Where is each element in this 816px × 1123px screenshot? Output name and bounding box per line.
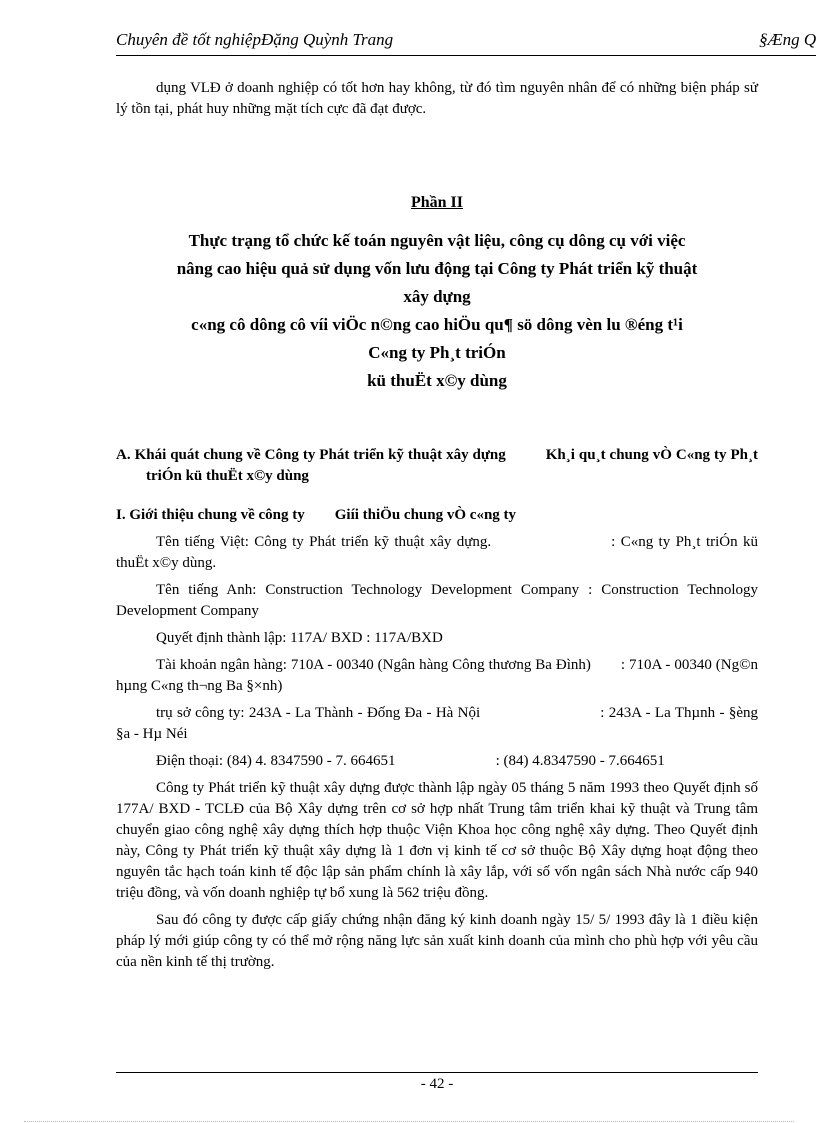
section-a-heading: [116, 445, 758, 487]
title-line: kü thuËt x©y dùng: [367, 371, 507, 390]
section-i-text: I. Giới thiệu chung về công ty: [116, 507, 305, 523]
section-a-alt: Kh¸i qu¸t chung vÒ C«ng ty Ph¸t triÓn kü thuËt x©y dùng: [146, 447, 758, 484]
title-line: c«ng cô dông cô víi viÖc n©ng cao hiÖu qu¶ sö dông vèn lu ®éng t¹i: [191, 315, 683, 334]
title-line: C«ng ty Ph¸t triÓn: [368, 343, 506, 362]
intro-paragraph: dụng VLĐ ở doanh nghiệp có tốt hơn hay không, từ đó tìm nguyên nhân để có những biện pháp sử lý tồn tại, phát huy những mặt tích cực đã đạt được.: [116, 80, 758, 117]
header-left-text: Chuyên đề tốt nghiệpĐặng Quỳnh Trang: [116, 30, 394, 49]
header-rule: [116, 55, 816, 56]
document-body: [116, 78, 758, 973]
field-english-name: Tên tiếng Anh: Construction Technology Development Company : Construction Technology Development Company: [116, 582, 759, 619]
field-address: trụ sở công ty: 243A - La Thành - Đống Đa - Hà Nội : 243A - La Thµnh - §èng §a - Hµ Néi: [116, 705, 758, 742]
field-vietnamese-name: Tên tiếng Việt: Công ty Phát triển kỹ thuật xây dựng. : C«ng ty Ph¸t triÓn kü thuËt x©y dùng.: [116, 534, 758, 571]
footer-rule: [116, 1072, 758, 1073]
page-number: - 42 -: [420, 1076, 454, 1092]
body-paragraph: Sau đó công ty được cấp giấy chứng nhận đăng ký kinh doanh ngày 15/ 5/ 1993 đây là 1 điều kiện pháp lý mới giúp công ty có thể mở rộng năng lực sản xuất kinh doanh của mình cho phù hợp với yêu cầu của nền kinh tế thị trường.: [116, 912, 758, 970]
page-bottom-border: [24, 1121, 794, 1122]
section-a-text: A. Khái quát chung về Công ty Phát triển kỹ thuật xây dựng: [116, 447, 506, 463]
field-phone: Điện thoại: (84) 4. 8347590 - 7. 664651 : (84) 4.8347590 - 7.664651: [156, 753, 665, 769]
body-paragraph: Công ty Phát triển kỹ thuật xây dựng được thành lập ngày 05 tháng 5 năm 1993 theo Quyết định số 177A/ BXD - TCLĐ của Bộ Xây dựng trên cơ sở hợp nhất Trung tâm triển khai kỹ thuật và Trung tâm chuyển giao công nghệ xây dựng thích hợp thuộc Viện Khoa học công nghệ xây dựng. Theo Quyết định này, Công ty Phát triển kỹ thuật xây dựng là 1 đơn vị kinh tế cơ sở thuộc Bộ Xây dựng hoạt động theo nguyên tắc hạch toán kinh tế độc lập sản phẩm chính là xây lắp, với số vốn ngân sách Nhà nước cấp 940 triệu đồng, và vốn doanh nghiệp tự bổ xung là 562 triệu đồng.: [116, 780, 758, 901]
title-line: Thực trạng tổ chức kế toán nguyên vật liệu, công cụ dông cụ với việc: [188, 231, 686, 250]
title-line: nâng cao hiệu quả sử dụng vốn lưu động tại Công ty Phát triển kỹ thuật: [176, 259, 698, 278]
header-right-text: §Æng Q: [759, 30, 816, 49]
field-bank-account: Tài khoản ngân hàng: 710A - 00340 (Ngân hàng Công thương Ba Đình) : 710A - 00340 (Ng©n hµng C«ng th¬ng Ba §×nh): [116, 657, 758, 694]
page-header: [116, 30, 816, 54]
section-i-alt: Giíi thiÖu chung vÒ c«ng ty: [334, 507, 517, 523]
section-i-heading: [116, 505, 758, 526]
field-decision: Quyết định thành lập: 117A/ BXD : 117A/BXD: [156, 630, 443, 646]
part-heading: Phần II: [410, 194, 464, 211]
chapter-title: [116, 227, 758, 395]
title-line: xây dựng: [403, 287, 471, 306]
